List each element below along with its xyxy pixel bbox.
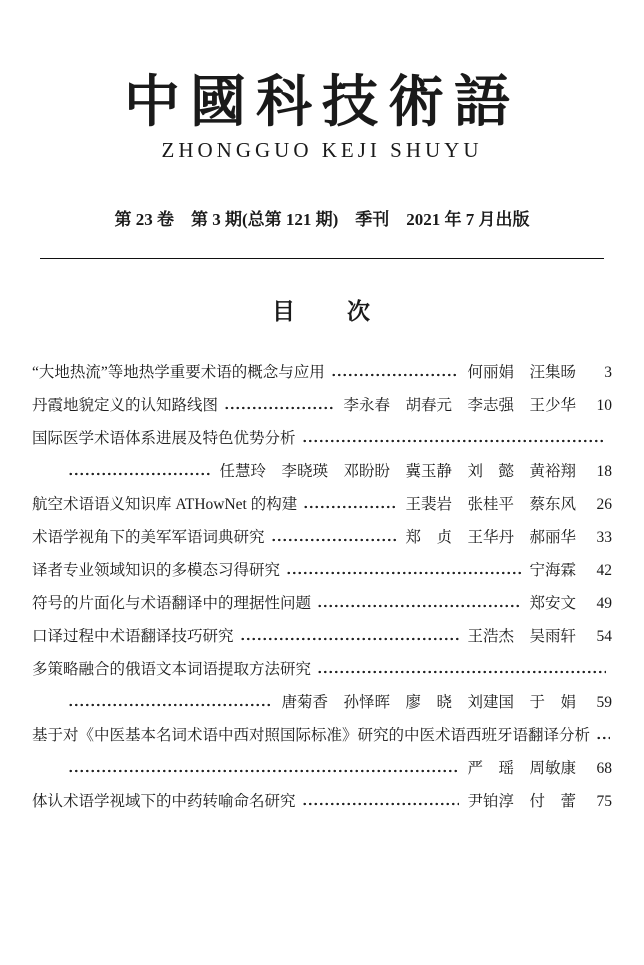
dot-leader xyxy=(302,438,606,444)
toc-list xyxy=(0,356,644,818)
article-title: 丹霞地貌定义的认知路线图 xyxy=(32,397,219,415)
masthead xyxy=(0,70,644,163)
article-authors: 郑 贞 王华丹 郝丽华 xyxy=(405,529,576,547)
toc-entry-continuation xyxy=(32,455,612,488)
article-authors: 王浩杰 吴雨轩 xyxy=(467,628,576,646)
dot-leader xyxy=(317,669,606,675)
article-title: 译者专业领域知识的多模态习得研究 xyxy=(32,562,281,580)
article-page: 18 xyxy=(596,463,612,481)
article-title: 国际医学术语体系进展及特色优势分析 xyxy=(32,430,296,448)
article-authors: 宁海霖 xyxy=(529,562,576,580)
toc-entry xyxy=(32,521,612,554)
article-title: 术语学视角下的美军军语词典研究 xyxy=(32,529,265,547)
dot-leader xyxy=(317,603,521,609)
journal-title: 中國科技術語 xyxy=(124,69,520,135)
dot-leader xyxy=(303,504,397,510)
article-authors: 何丽娟 汪集旸 xyxy=(467,364,576,382)
article-title: 航空术语语义知识库 ATHowNet 的构建 xyxy=(32,496,298,514)
article-authors: 李永春 胡春元 李志强 王少华 xyxy=(343,397,576,415)
article-title: 口译过程中术语翻译技巧研究 xyxy=(32,628,234,646)
toc-entry-continuation xyxy=(32,752,612,785)
toc-entry xyxy=(32,719,612,752)
article-title: 符号的片面化与术语翻译中的理据性问题 xyxy=(32,595,312,613)
article-page: 68 xyxy=(596,760,612,778)
dot-leader xyxy=(286,570,521,576)
toc-entry xyxy=(32,620,612,653)
article-title: 体认术语学视域下的中药转喻命名研究 xyxy=(32,793,296,811)
article-authors: 郑安文 xyxy=(529,595,576,613)
journal-title-pinyin: ZHONGGUO KEJI SHUYU xyxy=(161,138,483,163)
article-title: 基于对《中医基本名词术语中西对照国际标准》研究的中医术语西班牙语翻译分析 xyxy=(32,727,591,745)
toc-entry xyxy=(32,554,612,587)
toc-entry xyxy=(32,587,612,620)
contents-heading: 目 次 xyxy=(272,299,372,325)
article-authors: 任慧玲 李晓瑛 邓盼盼 冀玉静 刘 懿 黄裕翔 xyxy=(219,463,576,481)
toc-entry xyxy=(32,356,612,389)
article-page: 54 xyxy=(596,628,612,646)
toc-entry xyxy=(32,389,612,422)
article-page: 33 xyxy=(596,529,612,547)
journal-cover-page xyxy=(0,70,644,965)
article-title: “大地热流”等地热学重要术语的概念与应用 xyxy=(32,364,325,382)
dot-leader xyxy=(302,801,460,807)
article-authors: 尹铂淳 付 蕾 xyxy=(467,793,576,811)
toc-entry xyxy=(32,488,612,521)
dot-leader xyxy=(596,735,610,741)
article-page: 42 xyxy=(596,562,612,580)
article-page: 59 xyxy=(596,694,612,712)
article-authors: 王裴岩 张桂平 蔡东风 xyxy=(405,496,576,514)
toc-entry xyxy=(32,422,612,455)
toc-entry-continuation xyxy=(32,686,612,719)
article-page: 10 xyxy=(596,397,612,415)
dot-leader xyxy=(271,537,398,543)
dot-leader xyxy=(240,636,460,642)
article-authors: 唐菊香 孙怿晖 廖 晓 刘建国 于 娟 xyxy=(281,694,576,712)
dot-leader xyxy=(331,372,460,378)
issue-info: 第 23 卷 第 3 期(总第 121 期) 季刊 2021 年 7 月出版 xyxy=(114,210,530,230)
dot-leader xyxy=(68,702,273,708)
article-page: 26 xyxy=(596,496,612,514)
dot-leader xyxy=(224,405,335,411)
divider-rule xyxy=(40,258,604,259)
toc-entry xyxy=(32,653,612,686)
article-page: 3 xyxy=(604,364,612,382)
dot-leader xyxy=(68,471,211,477)
article-page: 49 xyxy=(596,595,612,613)
toc-entry xyxy=(32,785,612,818)
article-page: 75 xyxy=(596,793,612,811)
article-title: 多策略融合的俄语文本词语提取方法研究 xyxy=(32,661,312,679)
dot-leader xyxy=(68,768,459,774)
article-authors: 严 瑶 周敏康 xyxy=(467,760,576,778)
